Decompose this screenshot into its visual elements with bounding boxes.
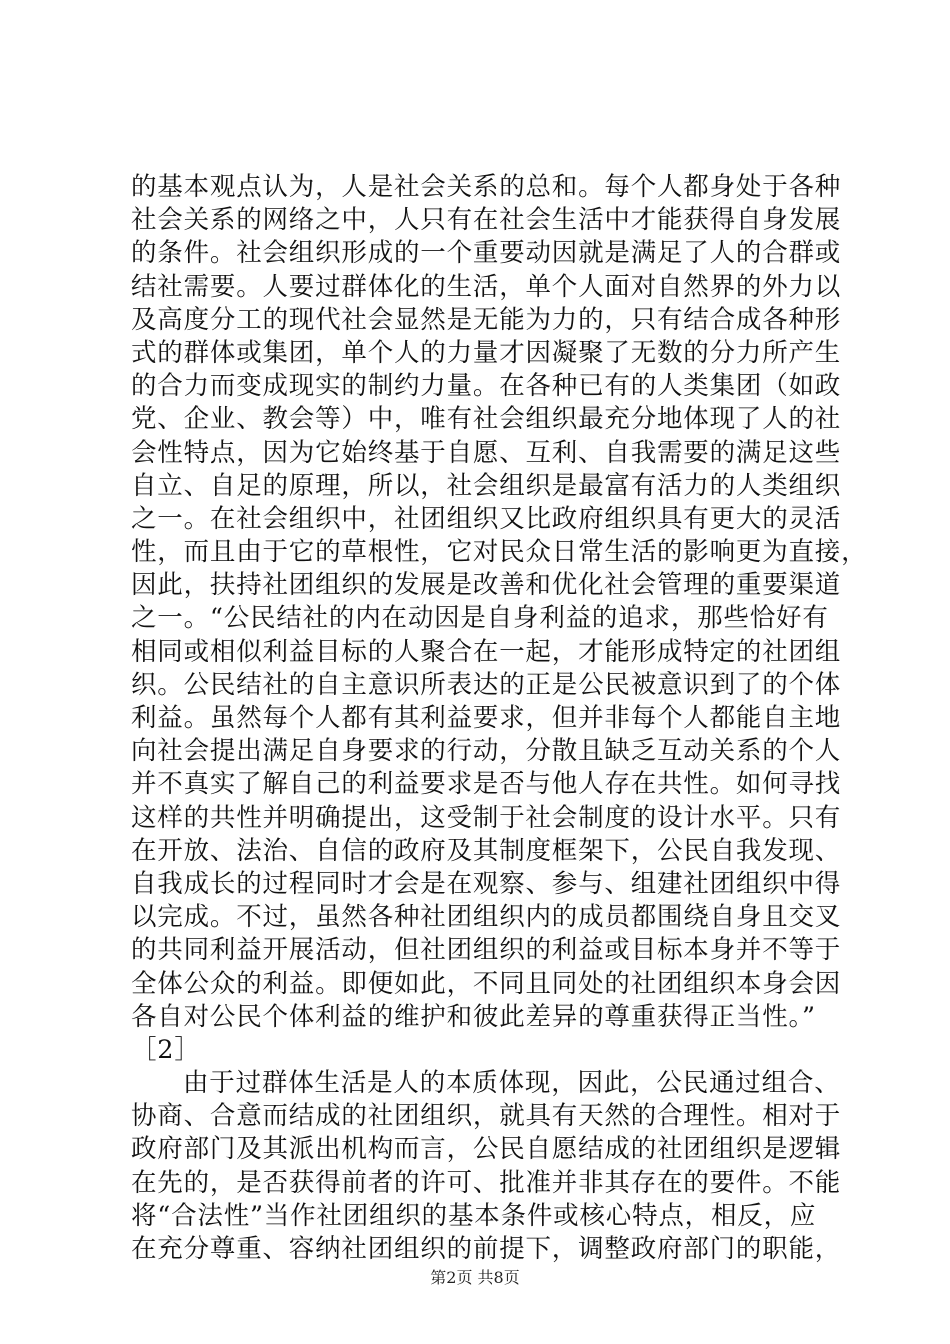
- page-number-footer: 第2页 共8页: [430, 1268, 520, 1287]
- citation-marker: ［2］: [131, 1034, 201, 1065]
- text-line: 结社需要。人要过群体化的生活，单个人面对自然界的外力以: [131, 271, 842, 302]
- text-line: 的基本观点认为，人是社会关系的总和。每个人都身处于各种: [131, 172, 842, 202]
- text-line: 全体公众的利益。即便如此，不同且同处的社团组织本身会因: [131, 968, 842, 999]
- text-line: 协商、合意而结成的社团组织，就具有天然的合理性。相对于: [131, 1101, 842, 1132]
- document-body: [131, 171, 868, 1266]
- text-line: 式的群体或集团，单个人的力量才因凝聚了无数的分力所产生: [131, 337, 842, 368]
- text-line: 党、企业、教会等）中，唯有社会组织最充分地体现了人的社: [131, 404, 842, 435]
- text-line: 将“合法性”当作社团组织的基本条件或核心特点，相反，应: [131, 1200, 817, 1231]
- paragraph-2: [131, 1067, 842, 1266]
- text-line: 社会关系的网络之中，人只有在社会生活中才能获得自身发展: [131, 205, 842, 236]
- text-line: 相同或相似利益目标的人聚合在一起，才能形成特定的社团组: [131, 636, 842, 667]
- text-line: 自立、自足的原理，所以，社会组织是最富有活力的人类组织: [131, 470, 842, 501]
- text-line: 之一。“公民结社的内在动因是自身利益的追求，那些恰好有: [131, 603, 829, 634]
- text-line: 向社会提出满足自身要求的行动，分散且缺乏互动关系的个人: [131, 736, 842, 767]
- text-line: 性，而且由于它的草根性，它对民众日常生活的影响更为直接，: [131, 537, 868, 568]
- text-line: 的合力而变成现实的制约力量。在各种已有的人类集团（如政: [131, 371, 842, 402]
- text-line: 织。公民结社的自主意识所表达的正是公民被意识到了的个体: [131, 669, 842, 700]
- text-line: 及高度分工的现代社会显然是无能为力的，只有结合成各种形: [131, 304, 842, 335]
- text-line: 的共同利益开展活动，但社团组织的利益或目标本身并不等于: [131, 935, 842, 966]
- text-line: 在充分尊重、容纳社团组织的前提下，调整政府部门的职能，: [131, 1234, 842, 1264]
- text-line: 政府部门及其派出机构而言，公民自愿结成的社团组织是逻辑: [131, 1134, 842, 1165]
- text-line: 会性特点，因为它始终基于自愿、互利、自我需要的满足这些: [131, 437, 842, 468]
- text-line: 的条件。社会组织形成的一个重要动因就是满足了人的合群或: [131, 238, 842, 269]
- text-line: 这样的共性并明确提出，这受制于社会制度的设计水平。只有: [131, 802, 842, 833]
- text-line: 在先的，是否获得前者的许可、批准并非其存在的要件。不能: [131, 1167, 842, 1198]
- text-line: 各自对公民个体利益的维护和彼此差异的尊重获得正当性。”: [131, 1001, 816, 1032]
- text-line: 之一。在社会组织中，社团组织又比政府组织具有更大的灵活: [131, 503, 842, 534]
- text-line: 由于过群体生活是人的本质体现，因此，公民通过组合、: [183, 1068, 841, 1099]
- text-line: 并不真实了解自己的利益要求是否与他人存在共性。如何寻找: [131, 769, 842, 800]
- paragraph-1: [131, 171, 868, 1067]
- text-line: 以完成。不过，虽然各种社团组织内的成员都围绕自身且交叉: [131, 902, 842, 933]
- text-line: 利益。虽然每个人都有其利益要求，但并非每个人都能自主地: [131, 703, 842, 733]
- text-line: 自我成长的过程同时才会是在观察、参与、组建社团组织中得: [131, 868, 842, 899]
- text-line: 因此，扶持社团组织的发展是改善和优化社会管理的重要渠道: [131, 570, 842, 601]
- text-line: 在开放、法治、自信的政府及其制度框架下，公民自我发现、: [131, 835, 842, 866]
